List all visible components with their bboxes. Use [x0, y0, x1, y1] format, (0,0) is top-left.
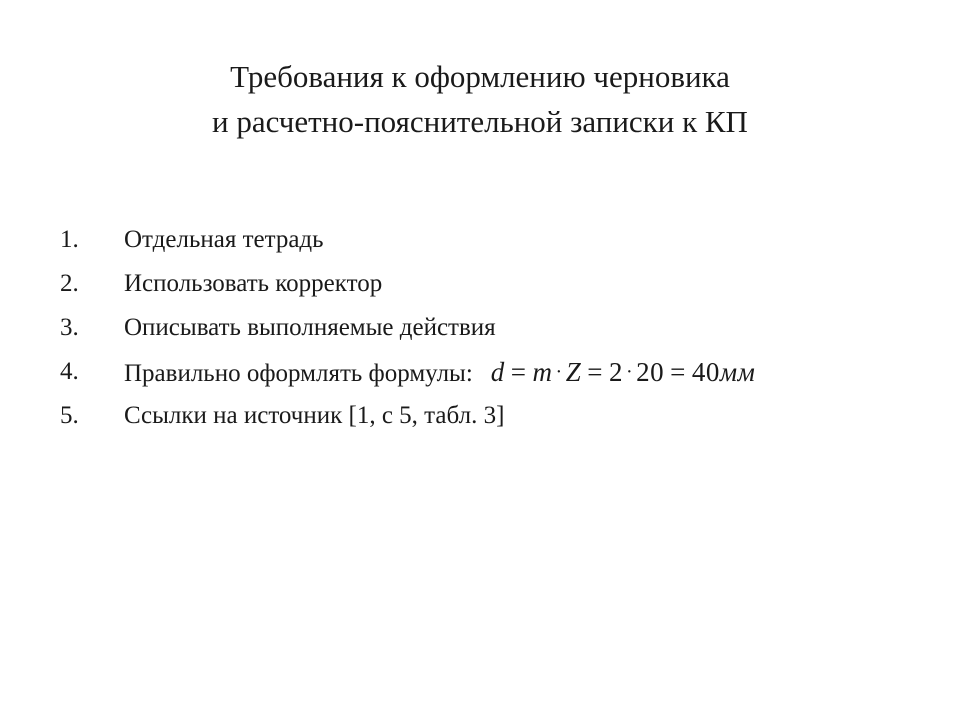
slide-title — [0, 54, 960, 144]
formula-m: m — [532, 357, 553, 387]
formula-equals-2: = — [587, 357, 603, 387]
formula — [491, 350, 756, 394]
formula-dot-1: · — [555, 361, 563, 383]
formula-forty: 40 — [691, 357, 720, 387]
list-item-text: Отдельная тетрадь — [124, 226, 324, 253]
formula-unit: мм — [719, 357, 756, 387]
list-item-text: Использовать корректор — [124, 270, 383, 297]
list-item — [60, 394, 940, 438]
list-item — [60, 262, 940, 306]
list-item-number: 3. — [60, 314, 79, 341]
list-item-text-with-formula — [124, 350, 755, 396]
list-item-number: 1. — [60, 226, 79, 253]
list-item-text: Правильно оформлять формулы: — [124, 360, 473, 387]
list-item — [60, 350, 940, 394]
formula-equals-1: = — [510, 357, 527, 387]
list-item-text: Описывать выполняемые действия — [124, 314, 496, 341]
list-item-number: 2. — [60, 270, 79, 297]
requirements-list — [60, 218, 940, 438]
formula-two: 2 — [608, 357, 623, 387]
formula-z: Z — [565, 357, 582, 387]
title-line-2: и расчетно-пояснительной записки к КП — [212, 104, 748, 139]
list-item-number: 5. — [60, 402, 79, 429]
title-line-1: Требования к оформлению черновика — [230, 59, 730, 94]
formula-twenty: 20 — [636, 357, 665, 387]
list-item — [60, 306, 940, 350]
formula-d: d — [490, 357, 505, 387]
list-item-text: Ссылки на источник [1, с 5, табл. 3] — [124, 402, 505, 429]
formula-equals-3: = — [670, 357, 686, 387]
list-item — [60, 218, 940, 262]
list-item-number: 4. — [60, 358, 79, 385]
formula-dot-2: · — [625, 361, 634, 383]
